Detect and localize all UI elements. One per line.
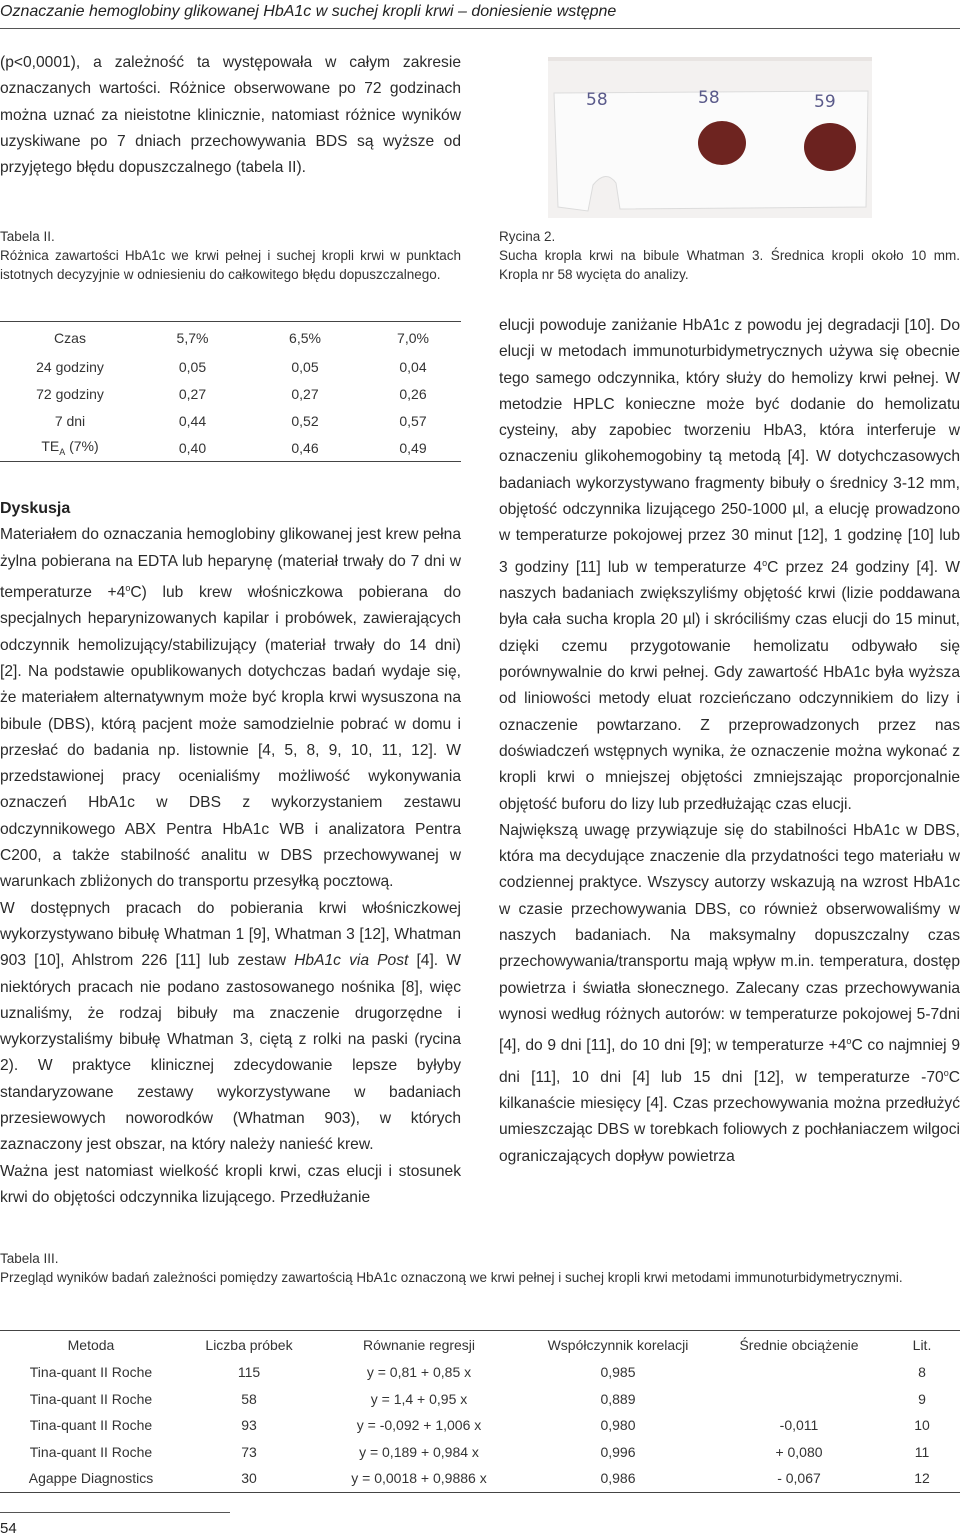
table-row <box>0 1465 960 1492</box>
table-row <box>0 1386 960 1413</box>
table-cell: 72 godziny <box>36 385 104 402</box>
table-header-row <box>0 322 461 354</box>
table-row <box>0 353 461 380</box>
table2-caption <box>0 227 461 284</box>
table-cell: Tina-quant II Roche <box>29 1364 153 1381</box>
table-cell <box>714 1359 884 1386</box>
table-cell: 0,980 <box>600 1417 636 1434</box>
table-header-cell: Współczynnik korelacji <box>522 1331 714 1360</box>
table-cell: 0,889 <box>600 1390 636 1407</box>
discussion-section <box>0 496 461 1211</box>
table-cell: Tina-quant II Roche <box>29 1443 153 1460</box>
table-header-cell: Lit. <box>884 1331 960 1360</box>
table-cell: Agappe Diagnostics <box>0 1465 182 1492</box>
table-cell: 8 <box>918 1364 926 1381</box>
table-cell: 0,49 <box>365 434 461 462</box>
paragraph: Ważna jest natomiast wielkość kropli krwi, czas elucji i stosunek krwi do objętości odczynnika lizującego. Przedłużanie <box>0 1162 461 1206</box>
table-cell: 58 <box>241 1390 257 1407</box>
table-header-cell: 7,0% <box>365 322 461 354</box>
section-heading: Dyskusja <box>0 500 71 517</box>
paragraph: (p<0,0001), a zależność ta występowała w całym zakresie oznaczanych wartości. Różnice obserwowane po 72 godzinach można uznać za nieistotne klinicznie, natomiast różnice wyników uzyskiwane po 7 dniach przechowywania BDS są wyższe od przyjętego błędu dopuszczalnego (tabela II). <box>0 54 461 177</box>
table3-caption <box>0 1249 960 1287</box>
table-cell: 0,04 <box>399 358 427 375</box>
table-cell: 0,996 <box>600 1443 636 1460</box>
table-header-row <box>0 1331 960 1360</box>
te-subscript: A <box>59 446 66 457</box>
table-cell: y = 0,81 + 0,85 x <box>366 1364 472 1381</box>
paragraph: W dostępnych pracach do pobierania krwi włośniczkowej wykorzystywano bibułę Whatman 1 [9], Whatman 3 [12], Whatman 903 [10], Ahlstrom 226 [11] lub zestaw HbA1c via Post [4]. W niektórych pracach nie podano zastosowanego nośnika [8], więc uznaliśmy, że rodzaj bibuły ma znaczenie drugorzędne i wykorzystaliśmy bibułę Whatman 3, ciętą z rolki na paski (rycina 2). W praktyce klinicznej zdecydowanie lepsze byłyby standaryzowane zestawy wykorzystywane w badaniach przesiewowych noworodków (Whatman 903), w których zaznaczony jest obszar, na który należy nanieść krew. <box>0 899 461 1154</box>
footer-rule <box>0 1512 230 1513</box>
table-3 <box>0 1330 960 1493</box>
table-header-cell: Liczba próbek <box>182 1331 316 1360</box>
table-cell: - 0,067 <box>714 1465 884 1492</box>
blood-spot-59 <box>804 123 856 171</box>
right-column-text <box>499 313 960 1170</box>
figure-caption-label: Rycina 2. <box>499 229 556 244</box>
table-cell: 0,44 <box>178 412 207 429</box>
table-cell: Tina-quant II Roche <box>29 1417 153 1434</box>
table-cell: 0,986 <box>522 1465 714 1492</box>
table-header-cell: Metoda <box>0 1331 182 1360</box>
table-cell: y = 1,4 + 0,95 x <box>370 1390 468 1407</box>
table-cell: 24 godziny <box>36 358 104 375</box>
table-cell <box>714 1386 884 1413</box>
table2-label: Tabela II. <box>0 229 55 244</box>
table-cell: Tina-quant II Roche <box>29 1390 153 1407</box>
running-header-title: Oznaczanie hemoglobiny glikowanej HbA1c w suchej kropli krwi – doniesienie wstępne <box>0 3 617 20</box>
spot-label-1: 58 <box>586 90 608 110</box>
table-cell: 73 <box>241 1443 257 1460</box>
table-cell: 0,985 <box>600 1364 636 1381</box>
table-cell: 0,57 <box>399 412 427 429</box>
table-cell: 7 dni <box>54 412 86 429</box>
te-suffix: (7%) <box>65 438 99 455</box>
figure-caption <box>499 227 960 284</box>
table-row <box>0 434 461 462</box>
table-cell: y = -0,092 + 1,006 x <box>356 1417 482 1434</box>
table-cell: 12 <box>884 1465 960 1492</box>
table2-caption-text: Różnica zawartości HbA1c we krwi pełnej i suchej kropli krwi w punktach istotnych decyzyjnie w odniesieniu do całkowitego błędu dopuszczalnego. <box>0 248 461 282</box>
table-cell: 0,52 <box>291 412 319 429</box>
table-cell: 0,27 <box>178 385 207 402</box>
table-header-cell: Równanie regresji <box>316 1331 522 1360</box>
table-cell: 115 <box>237 1364 261 1381</box>
table-cell: 11 <box>914 1443 930 1460</box>
paragraph: elucji powoduje zaniżanie HbA1c z powodu jej degradacji [10]. Do elucji w metodach immunoturbidymetrycznych używa się obecnie tego samego odczynnika, który służy do hemolizy krwi pełnej. W metodzie HPLC konieczne może być dodanie do hemolizatu cysteiny, aby zapobiec tworzeniu HbA3, która interferuje w oznaczeniu glikohemogobiny tą metodą [4]. W dotychczasowych badaniach wykorzystywano fragmenty bibuły o średnicy 3-12 mm, objętość odczynnika lizującego 250-1000 µl, a elucję prowadzono w temperaturze pokojowej przez 30 minut [12], 1 godzinę [10] lub 3 godziny [11] lub w temperaturze 4$^o$C przez 24 godziny [4]. W naszych badaniach zwiększyliśmy objętość krwi (lizie poddawana była cała sucha kropla 20 µl) i skróciliśmy czas elucji do 15 minut, dzięki czemu przygotowanie hemolizatu odbywało się porównywalnie do krwi pełnej. Gdy zawartość HbA1c była wyższa od liniowości metody eluat rozcieńczano odczynnikiem do lizy i oznaczenie powtarzano. Z przeprowadzonych przez nas doświadczeń wstępnych wynika, że oznaczenie można wykonać z kropli krwi o mniejszej objętości zmniejszając proporcjonalnie objętość buforu do lizy lub przedłużając czas elucji. <box>499 317 960 813</box>
table-cell: 0,40 <box>140 434 245 462</box>
table-row <box>0 1412 960 1439</box>
table-cell: -0,011 <box>779 1417 819 1434</box>
table-row <box>0 1359 960 1386</box>
table-cell: y = 0,0018 + 0,9886 x <box>316 1465 522 1492</box>
paragraph: Największą uwagę przywiązuje się do stabilności HbA1c w DBS, która ma decydujące znaczenie dla przydatności tego materiału w codziennej praktyce. Wszyscy autorzy wskazują na wzrost HbA1c w czasie przechowywania DBS, co również obserwowaliśmy w naszych badaniach. Na maksymalny dopuszczalny czas przechowywania/transportu mają wpływ m.in. temperatura, dostęp powietrza i światła słonecznego. Zalecany czas przechowywania wynosi według różnych autorów: w temperaturze pokojowej 5-7dni [4], do 9 dni [11], do 10 dni [9]; w temperaturze $+4^oC$ co najmniej 9 dni [11], 10 dni [4] lub 15 dni [12], w temperaturze -70$^o$C kilkanaście miesięcy [4]. Czas przechowywania można przedłużyć umieszczając DBS w torebkach foliowych z pochłaniaczem wilgoci ograniczających dopływ powietrza <box>499 821 960 1165</box>
table-cell: 0,05 <box>291 358 319 375</box>
table-row <box>0 1439 960 1466</box>
table3-caption-text: Przegląd wyników badań zależności pomiędzy zawartością HbA1c oznaczoną we krwi pełnej i suchej kropli krwi metodami immunoturbidymetrycznymi. <box>0 1270 903 1285</box>
table-cell-te <box>0 434 140 462</box>
table-cell: 0,27 <box>291 385 319 402</box>
table-cell: 0,26 <box>399 385 427 402</box>
table-cell: 0,46 <box>245 434 365 462</box>
blood-spot-photo <box>548 57 872 218</box>
table-cell: 9 <box>918 1390 926 1407</box>
table-cell: 0,05 <box>178 358 207 375</box>
left-top-text <box>0 50 461 181</box>
running-header <box>0 0 960 29</box>
table-cell: 93 <box>241 1417 257 1434</box>
te-label: TE <box>41 438 60 455</box>
blood-spot-58 <box>698 121 746 165</box>
table-2 <box>0 321 461 462</box>
paragraph: Materiałem do oznaczania hemoglobiny glikowanej jest krew pełna żylna pobierana na EDTA lub heparynę (materiał trwały do 7 dni w temperaturze $+4^oC$) lub krew włośniczkowa pobierana do specjalnych heparynizowanych kapilar i probówek, zawierających odczynnik hemolizujący/stabilizujący (materiał trwały do 14 dni) [2]. Na podstawie opublikowanych dotychczas badań wydaje się, że materiałem alternatywnym może być kropla krwi wysuszona na bibule (DBS), którą pacjent może samodzielnie pobrać w domu i przesłać do badania np. listownie [4, 5, 8, 9, 10, 11, 12]. W przedstawionej pracy ocenialiśmy możliwość wykonywania oznaczeń HbA1c w DBS z wykorzystaniem zestawu odczynnikowego ABX Pentra HbA1c WB i analizatora Pentra C200, a także stabilność analitu w DBS przechowywanej w warunkach zbliżonych do transportu przesyłką pocztową. <box>0 526 462 891</box>
page-number: 54 <box>0 1520 17 1537</box>
table-row <box>0 407 461 434</box>
table-cell: y = 0,189 + 0,984 x <box>359 1443 479 1460</box>
table-cell: 30 <box>182 1465 316 1492</box>
table-row <box>0 380 461 407</box>
spot-label-2: 58 <box>698 88 720 108</box>
table-cell: 10 <box>914 1417 930 1434</box>
figure-caption-text: Sucha kropla krwi na bibule Whatman 3. Średnica kropli około 10 mm. Kropla nr 58 wycięta do analizy. <box>499 248 960 282</box>
table-header-cell: Średnie obciążenie <box>714 1331 884 1360</box>
spot-label-3: 59 <box>814 92 836 112</box>
table-header-cell: 6,5% <box>245 322 365 354</box>
table-header-cell: Czas <box>0 322 140 354</box>
table3-label: Tabela III. <box>0 1251 59 1266</box>
table-header-cell: 5,7% <box>140 322 245 354</box>
table-cell: + 0,080 <box>775 1443 823 1460</box>
